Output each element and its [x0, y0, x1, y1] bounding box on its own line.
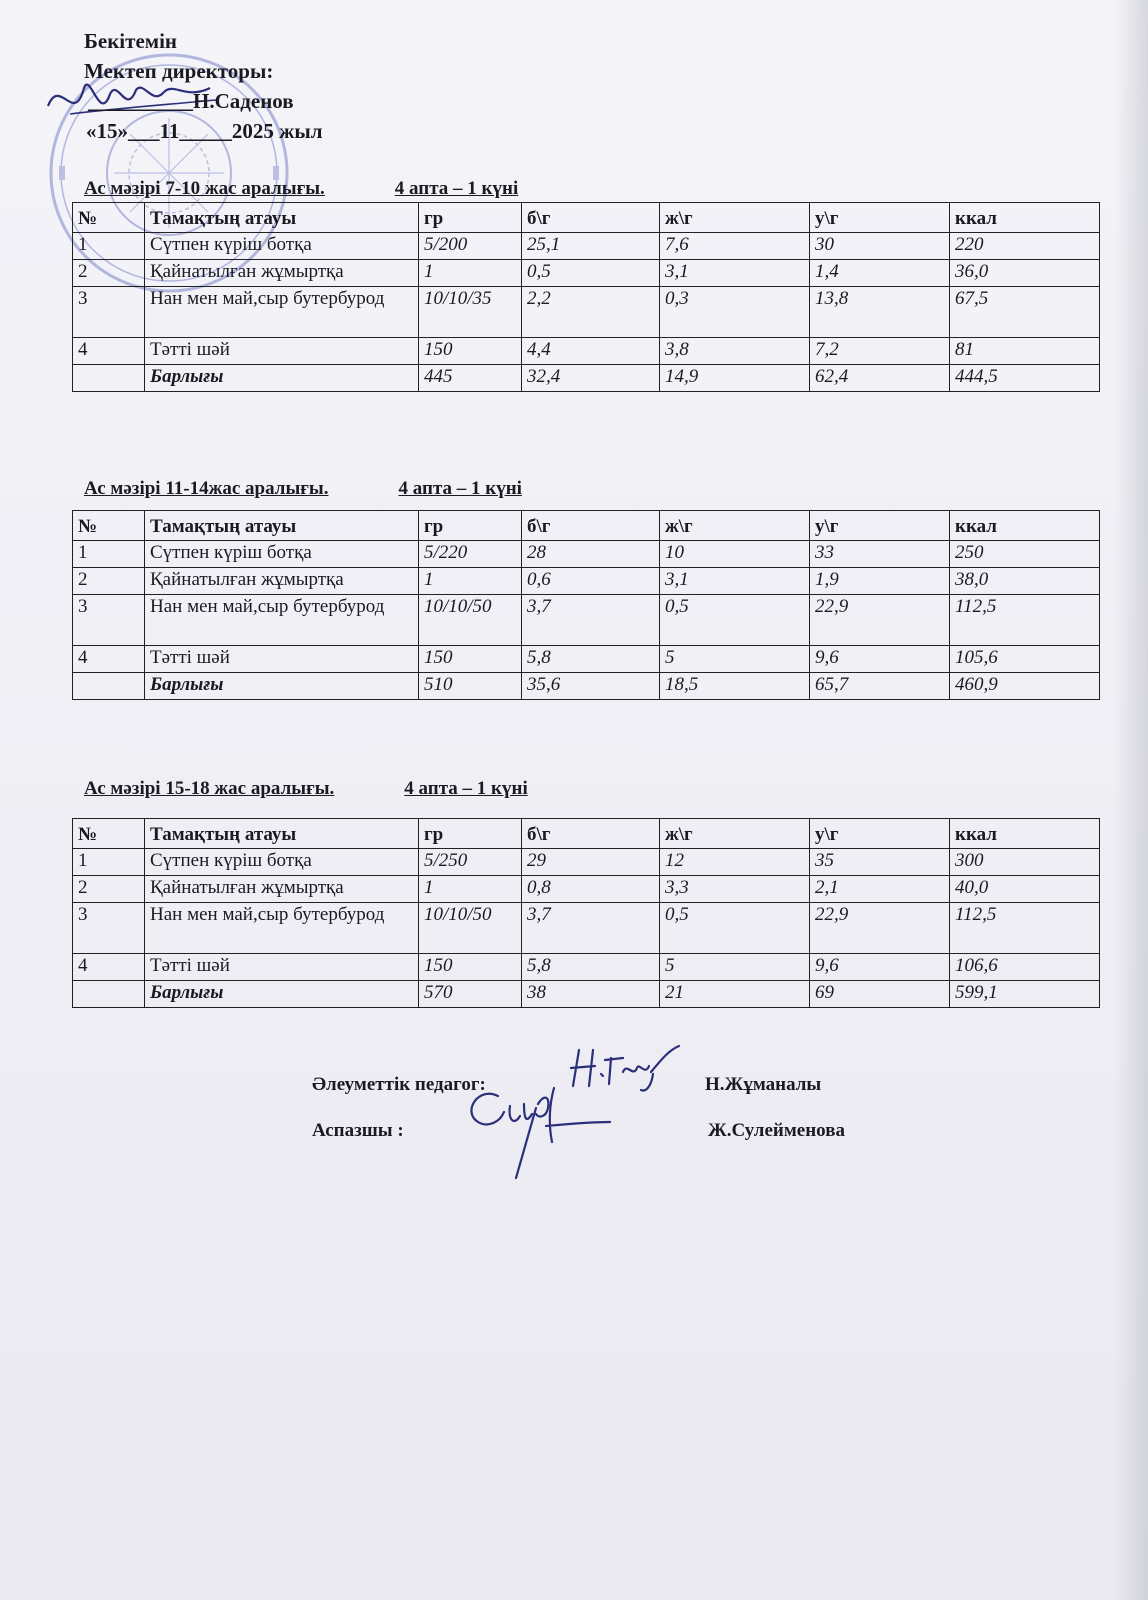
- table-row: [73, 541, 1100, 568]
- header-cell: гр: [419, 511, 522, 541]
- kcal-cell: 599,1: [950, 981, 1100, 1008]
- grams-cell: 1: [419, 876, 522, 903]
- protein-cell: 0,8: [522, 876, 660, 903]
- grams-cell: 150: [419, 646, 522, 673]
- header-cell: б\г: [522, 819, 660, 849]
- menu-week-day: 4 апта – 1 күні: [404, 778, 528, 799]
- header-cell: у\г: [810, 203, 950, 233]
- grams-cell: 10/10/35: [419, 287, 522, 338]
- table-row: [73, 568, 1100, 595]
- dish-name: Тәтті шәй: [145, 954, 419, 981]
- table-header-row: [73, 511, 1100, 541]
- kcal-cell: 220: [950, 233, 1100, 260]
- table-row: [73, 849, 1100, 876]
- row-number: 1: [73, 233, 145, 260]
- cook-name: Ж.Сулейменова: [708, 1120, 845, 1141]
- fat-cell: 0,5: [660, 903, 810, 954]
- header-cell: №: [73, 511, 145, 541]
- header-cell: №: [73, 819, 145, 849]
- header-cell: Тамақтың атауы: [145, 203, 419, 233]
- protein-cell: 29: [522, 849, 660, 876]
- grams-cell: 10/10/50: [419, 903, 522, 954]
- header-cell: у\г: [810, 511, 950, 541]
- dish-name: Қайнатылған жұмыртқа: [145, 260, 419, 287]
- row-number: 2: [73, 568, 145, 595]
- header-cell: №: [73, 203, 145, 233]
- grams-cell: 510: [419, 673, 522, 700]
- protein-cell: 32,4: [522, 365, 660, 392]
- header-cell: б\г: [522, 203, 660, 233]
- menu-table: [72, 202, 1100, 392]
- total-label: Барлығы: [145, 365, 419, 392]
- table-row: [73, 233, 1100, 260]
- fat-cell: 5: [660, 954, 810, 981]
- fat-cell: 21: [660, 981, 810, 1008]
- fat-cell: 18,5: [660, 673, 810, 700]
- protein-cell: 5,8: [522, 954, 660, 981]
- fat-cell: 10: [660, 541, 810, 568]
- grams-cell: 1: [419, 260, 522, 287]
- table-row: [73, 876, 1100, 903]
- grams-cell: 5/250: [419, 849, 522, 876]
- row-number: 1: [73, 849, 145, 876]
- kcal-cell: 460,9: [950, 673, 1100, 700]
- total-label: Барлығы: [145, 673, 419, 700]
- dish-name: Нан мен май,сыр бутербурод: [145, 595, 419, 646]
- carbs-cell: 9,6: [810, 646, 950, 673]
- header-cell: ж\г: [660, 203, 810, 233]
- table-total-row: [73, 981, 1100, 1008]
- header-cell: Тамақтың атауы: [145, 819, 419, 849]
- header-cell: ж\г: [660, 511, 810, 541]
- table-row: [73, 903, 1100, 954]
- header-cell: у\г: [810, 819, 950, 849]
- kcal-cell: 38,0: [950, 568, 1100, 595]
- dish-name: Сүтпен күріш ботқа: [145, 541, 419, 568]
- fat-cell: 0,5: [660, 595, 810, 646]
- header-cell: ж\г: [660, 819, 810, 849]
- header-cell: ккал: [950, 511, 1100, 541]
- dish-name: Қайнатылған жұмыртқа: [145, 568, 419, 595]
- header-cell: Тамақтың атауы: [145, 511, 419, 541]
- menu-week-day: 4 апта – 1 күні: [398, 478, 522, 499]
- header-cell: б\г: [522, 511, 660, 541]
- table-row: [73, 338, 1100, 365]
- carbs-cell: 22,9: [810, 903, 950, 954]
- grams-cell: 445: [419, 365, 522, 392]
- table-header-row: [73, 203, 1100, 233]
- carbs-cell: 1,9: [810, 568, 950, 595]
- dish-name: Нан мен май,сыр бутербурод: [145, 287, 419, 338]
- kcal-cell: 67,5: [950, 287, 1100, 338]
- carbs-cell: 1,4: [810, 260, 950, 287]
- grams-cell: 5/220: [419, 541, 522, 568]
- dish-name: Сүтпен күріш ботқа: [145, 849, 419, 876]
- kcal-cell: 81: [950, 338, 1100, 365]
- kcal-cell: 106,6: [950, 954, 1100, 981]
- approval-director: __________Н.Саденов: [88, 89, 294, 113]
- row-number: [73, 981, 145, 1008]
- carbs-cell: 13,8: [810, 287, 950, 338]
- approval-date: «15»___11_____2025 жыл: [86, 119, 323, 143]
- protein-cell: 3,7: [522, 903, 660, 954]
- protein-cell: 5,8: [522, 646, 660, 673]
- table-row: [73, 646, 1100, 673]
- menu-heading: [84, 778, 528, 800]
- menu-heading: [84, 178, 518, 200]
- protein-cell: 35,6: [522, 673, 660, 700]
- pedagog-name: Н.Жұманалы: [705, 1074, 822, 1095]
- fat-cell: 0,3: [660, 287, 810, 338]
- table-total-row: [73, 365, 1100, 392]
- dish-name: Нан мен май,сыр бутербурод: [145, 903, 419, 954]
- fat-cell: 7,6: [660, 233, 810, 260]
- fat-cell: 3,8: [660, 338, 810, 365]
- header-cell: ккал: [950, 819, 1100, 849]
- dish-name: Тәтті шәй: [145, 338, 419, 365]
- protein-cell: 2,2: [522, 287, 660, 338]
- fat-cell: 3,1: [660, 260, 810, 287]
- carbs-cell: 9,6: [810, 954, 950, 981]
- protein-cell: 25,1: [522, 233, 660, 260]
- carbs-cell: 7,2: [810, 338, 950, 365]
- approval-block: [84, 26, 323, 146]
- dish-name: Тәтті шәй: [145, 646, 419, 673]
- kcal-cell: 444,5: [950, 365, 1100, 392]
- protein-cell: 3,7: [522, 595, 660, 646]
- row-number: [73, 673, 145, 700]
- approval-title: Бекітемін: [84, 29, 178, 53]
- fat-cell: 14,9: [660, 365, 810, 392]
- table-total-row: [73, 673, 1100, 700]
- row-number: 4: [73, 338, 145, 365]
- row-number: 1: [73, 541, 145, 568]
- carbs-cell: 62,4: [810, 365, 950, 392]
- row-number: 3: [73, 903, 145, 954]
- fat-cell: 5: [660, 646, 810, 673]
- table-header-row: [73, 819, 1100, 849]
- row-number: 3: [73, 595, 145, 646]
- protein-cell: 0,5: [522, 260, 660, 287]
- grams-cell: 150: [419, 338, 522, 365]
- total-label: Барлығы: [145, 981, 419, 1008]
- kcal-cell: 250: [950, 541, 1100, 568]
- table-row: [73, 595, 1100, 646]
- kcal-cell: 112,5: [950, 903, 1100, 954]
- pedagog-label: Әлеуметтік педагог:: [312, 1074, 486, 1095]
- paper-edge-shadow: [1114, 0, 1148, 1600]
- table-row: [73, 287, 1100, 338]
- protein-cell: 38: [522, 981, 660, 1008]
- grams-cell: 150: [419, 954, 522, 981]
- row-number: [73, 365, 145, 392]
- fat-cell: 3,1: [660, 568, 810, 595]
- carbs-cell: 2,1: [810, 876, 950, 903]
- row-number: 4: [73, 954, 145, 981]
- menu-age-range: Ас мәзірі 11-14жас аралығы.: [84, 478, 329, 499]
- kcal-cell: 40,0: [950, 876, 1100, 903]
- grams-cell: 570: [419, 981, 522, 1008]
- menu-heading: [84, 478, 522, 500]
- dish-name: Сүтпен күріш ботқа: [145, 233, 419, 260]
- dish-name: Қайнатылған жұмыртқа: [145, 876, 419, 903]
- carbs-cell: 35: [810, 849, 950, 876]
- fat-cell: 3,3: [660, 876, 810, 903]
- menu-age-range: Ас мәзірі 15-18 жас аралығы.: [84, 778, 335, 799]
- cook-label: Аспазшы :: [312, 1120, 404, 1141]
- protein-cell: 0,6: [522, 568, 660, 595]
- menu-week-day: 4 апта – 1 күні: [394, 178, 519, 199]
- header-cell: гр: [419, 819, 522, 849]
- carbs-cell: 22,9: [810, 595, 950, 646]
- row-number: 2: [73, 260, 145, 287]
- row-number: 3: [73, 287, 145, 338]
- carbs-cell: 30: [810, 233, 950, 260]
- fat-cell: 12: [660, 849, 810, 876]
- protein-cell: 28: [522, 541, 660, 568]
- kcal-cell: 300: [950, 849, 1100, 876]
- carbs-cell: 69: [810, 981, 950, 1008]
- kcal-cell: 112,5: [950, 595, 1100, 646]
- menu-table: [72, 818, 1100, 1008]
- menu-age-range: Ас мәзірі 7-10 жас аралығы.: [84, 178, 325, 199]
- table-row: [73, 954, 1100, 981]
- grams-cell: 10/10/50: [419, 595, 522, 646]
- menu-table: [72, 510, 1100, 700]
- kcal-cell: 36,0: [950, 260, 1100, 287]
- carbs-cell: 65,7: [810, 673, 950, 700]
- header-cell: ккал: [950, 203, 1100, 233]
- grams-cell: 1: [419, 568, 522, 595]
- grams-cell: 5/200: [419, 233, 522, 260]
- table-row: [73, 260, 1100, 287]
- cook-signature: [458, 1082, 618, 1182]
- carbs-cell: 33: [810, 541, 950, 568]
- protein-cell: 4,4: [522, 338, 660, 365]
- kcal-cell: 105,6: [950, 646, 1100, 673]
- row-number: 2: [73, 876, 145, 903]
- approval-position: Мектеп директоры:: [84, 59, 274, 83]
- row-number: 4: [73, 646, 145, 673]
- header-cell: гр: [419, 203, 522, 233]
